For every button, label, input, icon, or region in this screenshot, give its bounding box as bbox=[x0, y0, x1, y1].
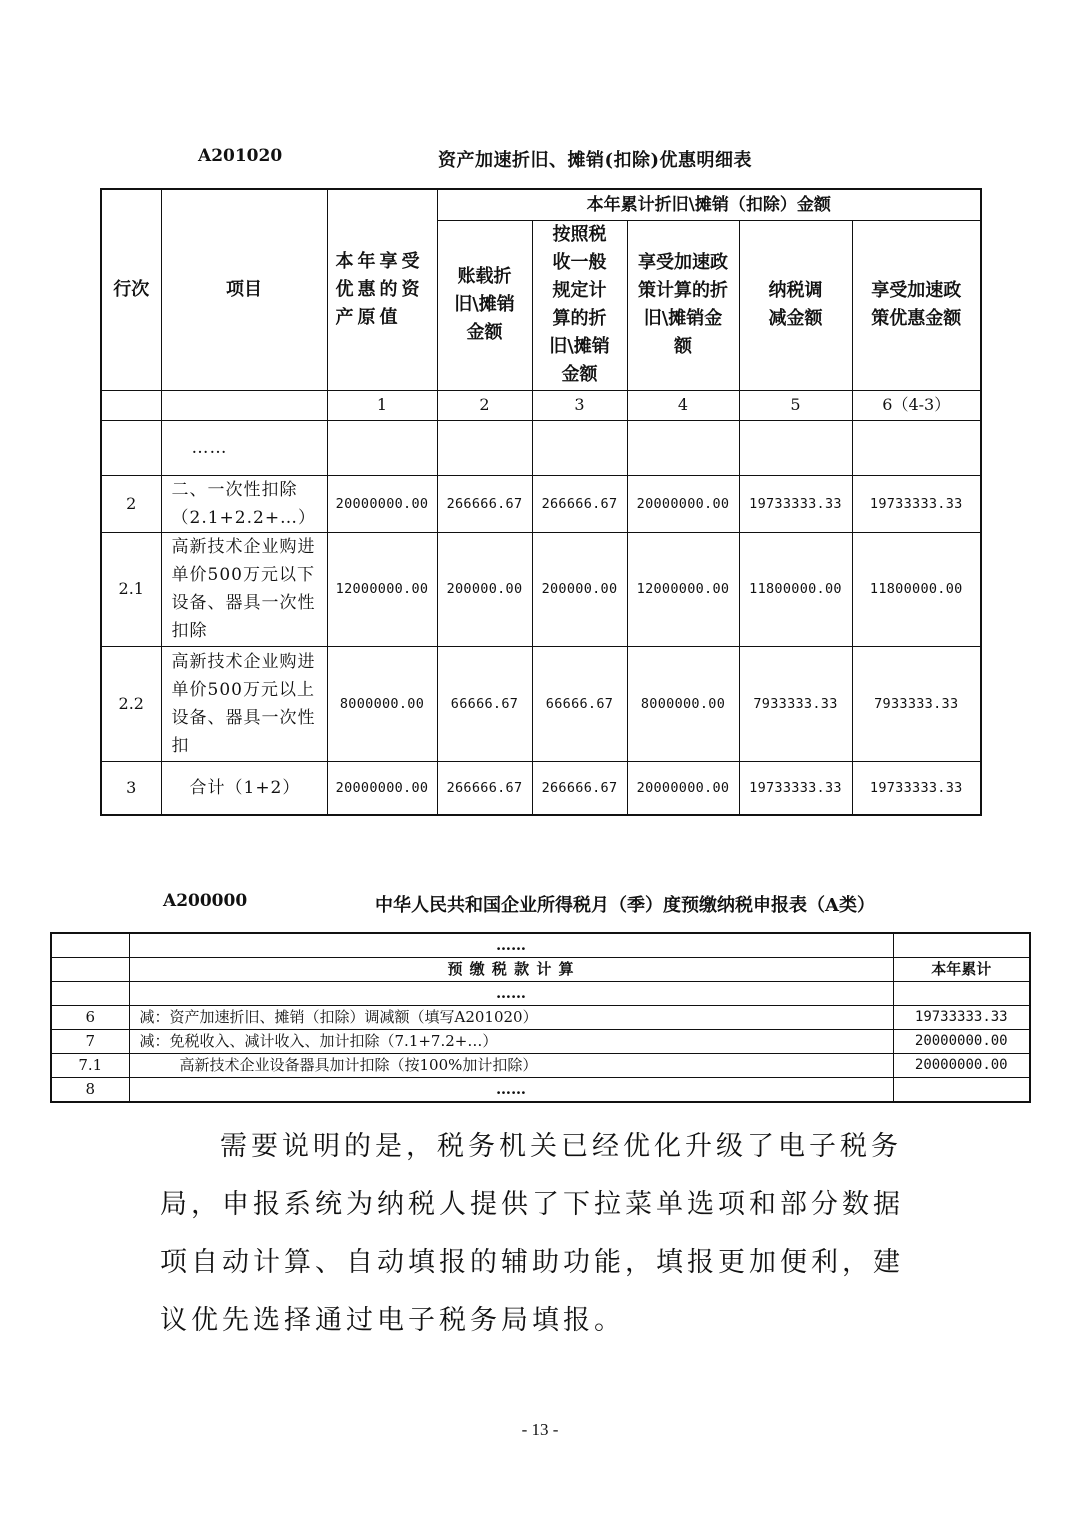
cell-value: 200000.00 bbox=[532, 532, 627, 646]
header-accelerated: 享受加速政策计算的折旧\摊销金额 bbox=[627, 220, 739, 390]
row-item: 二、一次性扣除（2.1+2.2+…） bbox=[161, 475, 327, 532]
table-row bbox=[51, 1078, 1030, 1103]
cell-value: 11800000.00 bbox=[852, 532, 981, 646]
header-tax-general: 按照税收一般规定计算的折旧\摊销金额 bbox=[532, 220, 627, 390]
row-no: 6 bbox=[51, 1006, 129, 1030]
header-preferential: 享受加速政策优惠金额 bbox=[852, 220, 981, 390]
paragraph-text: 需要说明的是，税务机关已经优化升级了电子税务局，申报系统为纳税人提供了下拉菜单选项和部分数据项自动计算、自动填报的辅助功能，填报更加便利，建议优先选择通过电子税务局填报。 bbox=[160, 1131, 904, 1336]
section-header: 预 缴 税 款 计 算 bbox=[129, 958, 893, 982]
table-row bbox=[51, 1006, 1030, 1030]
ellipsis: …… bbox=[129, 982, 893, 1006]
row-no: 2 bbox=[101, 475, 161, 532]
row-value: 20000000.00 bbox=[893, 1054, 1030, 1078]
row-label: …… bbox=[129, 1078, 893, 1103]
col-number: 5 bbox=[739, 390, 852, 420]
ellipsis: …… bbox=[129, 933, 893, 958]
cell-value: 266666.67 bbox=[532, 761, 627, 815]
row-label: 高新技术企业设备器具加计扣除（按100%加计扣除） bbox=[129, 1054, 893, 1078]
row-no: 8 bbox=[51, 1078, 129, 1103]
explanation-paragraph bbox=[160, 1118, 930, 1350]
col-number: 6（4-3） bbox=[852, 390, 981, 420]
header-group: 本年累计折旧\摊销（扣除）金额 bbox=[437, 189, 981, 220]
col-number: 1 bbox=[327, 390, 437, 420]
table-row bbox=[101, 420, 981, 475]
col-number: 2 bbox=[437, 390, 532, 420]
asset-depreciation-table bbox=[100, 188, 982, 816]
cell-value: 7933333.33 bbox=[852, 646, 981, 761]
row-no: 7 bbox=[51, 1030, 129, 1054]
col-number: 3 bbox=[532, 390, 627, 420]
header-adjust: 纳税调减金额 bbox=[739, 220, 852, 390]
header-row-no: 行次 bbox=[101, 189, 161, 390]
header-orig-value: 本年享受优惠的资产原值 bbox=[327, 189, 437, 390]
row-item: 高新技术企业购进单价500万元以上设备、器具一次性扣 bbox=[161, 646, 327, 761]
row-no bbox=[101, 420, 161, 475]
cell-value: 19733333.33 bbox=[852, 475, 981, 532]
cell-value: 20000000.00 bbox=[327, 475, 437, 532]
row-no: 2.1 bbox=[101, 532, 161, 646]
header-book: 账载折旧\摊销金额 bbox=[437, 220, 532, 390]
row-no: 2.2 bbox=[101, 646, 161, 761]
table2-code: A200000 bbox=[163, 891, 248, 911]
table2-title: 中华人民共和国企业所得税月（季）度预缴纳税申报表（A类） bbox=[375, 895, 875, 916]
table-row bbox=[101, 646, 981, 761]
header-item: 项目 bbox=[161, 189, 327, 390]
row-label: 减：资产加速折旧、摊销（扣除）调减额（填写A201020） bbox=[129, 1006, 893, 1030]
cell-value: 12000000.00 bbox=[327, 532, 437, 646]
row-value bbox=[893, 1078, 1030, 1103]
cell-value: 7933333.33 bbox=[739, 646, 852, 761]
cell-value: 266666.67 bbox=[532, 475, 627, 532]
cell-value: 12000000.00 bbox=[627, 532, 739, 646]
row-label: 减：免税收入、减计收入、加计扣除（7.1+7.2+…） bbox=[129, 1030, 893, 1054]
row-item: 高新技术企业购进单价500万元以下设备、器具一次性扣除 bbox=[161, 532, 327, 646]
row-value: 19733333.33 bbox=[893, 1006, 1030, 1030]
table-row bbox=[51, 958, 1030, 982]
table-row bbox=[51, 933, 1030, 958]
cell-value: 20000000.00 bbox=[327, 761, 437, 815]
cell-value: 19733333.33 bbox=[739, 475, 852, 532]
table-row bbox=[101, 532, 981, 646]
col-number: 4 bbox=[627, 390, 739, 420]
cell-value: 19733333.33 bbox=[852, 761, 981, 815]
cell-value: 266666.67 bbox=[437, 761, 532, 815]
cell-value: 8000000.00 bbox=[627, 646, 739, 761]
table-row bbox=[51, 1054, 1030, 1078]
cell-value: 20000000.00 bbox=[627, 761, 739, 815]
cell-value: 66666.67 bbox=[532, 646, 627, 761]
row-no: 7.1 bbox=[51, 1054, 129, 1078]
cell-value: 19733333.33 bbox=[739, 761, 852, 815]
table-row bbox=[51, 1030, 1030, 1054]
page-number: - 13 - bbox=[521, 1420, 559, 1439]
cell-value: 266666.67 bbox=[437, 475, 532, 532]
table1-code: A201020 bbox=[198, 146, 283, 166]
table1-title: 资产加速折旧、摊销(扣除)优惠明细表 bbox=[438, 150, 753, 171]
cell-value: 200000.00 bbox=[437, 532, 532, 646]
table-row bbox=[51, 982, 1030, 1006]
row-value: 20000000.00 bbox=[893, 1030, 1030, 1054]
table-row bbox=[101, 761, 981, 815]
cell-value: 20000000.00 bbox=[627, 475, 739, 532]
cell-value: 11800000.00 bbox=[739, 532, 852, 646]
row-item: …… bbox=[161, 420, 327, 475]
cell-value: 66666.67 bbox=[437, 646, 532, 761]
cell-value: 8000000.00 bbox=[327, 646, 437, 761]
row-no: 3 bbox=[101, 761, 161, 815]
col-header-ytd: 本年累计 bbox=[893, 958, 1030, 982]
row-item: 合计（1+2） bbox=[161, 761, 327, 815]
table-row bbox=[101, 475, 981, 532]
prepayment-return-table bbox=[50, 932, 1031, 1103]
